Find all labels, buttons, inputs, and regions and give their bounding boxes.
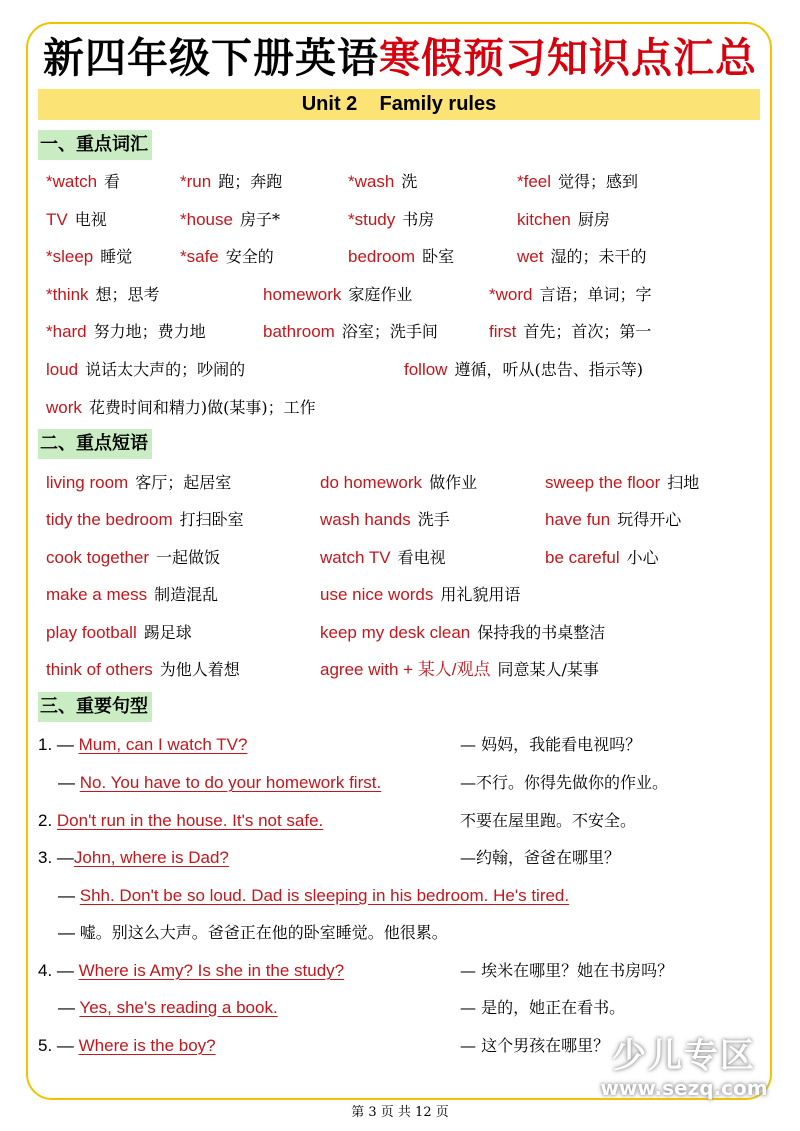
watermark bbox=[574, 1036, 794, 1100]
vocab-item: homework 家庭作业 bbox=[263, 285, 413, 304]
vocab-item: wet 湿的；未干的 bbox=[517, 247, 647, 266]
unit-title: Unit 2 Family rules bbox=[301, 93, 497, 115]
phrase-item: play football 踢足球 bbox=[46, 623, 192, 642]
phrase-item: keep my desk clean 保持我的书桌整洁 bbox=[320, 623, 606, 642]
vocab-item: *feel 觉得；感到 bbox=[517, 172, 639, 191]
phrase-item: make a mess 制造混乱 bbox=[46, 585, 219, 604]
phrase-item: tidy the bedroom 打扫卧室 bbox=[46, 510, 244, 529]
vocab-item: *study 书房 bbox=[348, 210, 435, 229]
phrase-item: use nice words 用礼貌用语 bbox=[320, 585, 521, 604]
sentence-line: 1. — Mum, can I watch TV? bbox=[38, 735, 248, 754]
vocab-item: work 花费时间和精力)做(某事)；工作 bbox=[46, 398, 316, 417]
phrase-item: living room 客厅；起居室 bbox=[46, 473, 232, 492]
title-part-2: 寒假预习知识点汇总 bbox=[379, 34, 757, 82]
vocab-item: *watch 看 bbox=[46, 172, 121, 191]
vocab-item: bedroom 卧室 bbox=[348, 247, 455, 266]
phrase-item: think of others 为他人着想 bbox=[46, 660, 240, 679]
sentence-translation: —不行。你得先做你的作业。 bbox=[460, 773, 669, 792]
section-heading-sentences: 三、重要句型 bbox=[38, 692, 152, 722]
sentence-line: — Shh. Don't be so loud. Dad is sleeping in his bedroom. He's tired. bbox=[58, 886, 570, 905]
unit-title-bar bbox=[38, 89, 760, 120]
vocab-item: follow 遵循，听从(忠告、指示等) bbox=[404, 360, 643, 379]
sentence-line: 4. — Where is Amy? Is she in the study? bbox=[38, 961, 345, 980]
title-part-1: 新四年级下册英语 bbox=[43, 34, 379, 82]
phrase-item: do homework 做作业 bbox=[320, 473, 478, 492]
sentence-translation: —约翰，爸爸在哪里？ bbox=[460, 848, 621, 867]
page-title bbox=[0, 30, 800, 86]
section-heading-phrases: 二、重点短语 bbox=[38, 429, 152, 459]
vocab-item: *think 想；思考 bbox=[46, 285, 160, 304]
vocab-item: TV 电视 bbox=[46, 210, 107, 229]
sentence-line: — No. You have to do your homework first. bbox=[58, 773, 382, 792]
phrase-item: wash hands 洗手 bbox=[320, 510, 450, 529]
section-heading-vocab: 一、重点词汇 bbox=[38, 130, 152, 160]
sentence-translation: — 这个男孩在哪里？ bbox=[460, 1036, 610, 1055]
sentence-translation: — 埃米在哪里？她在书房吗？ bbox=[460, 961, 674, 980]
vocab-item: *hard 努力地；费力地 bbox=[46, 322, 206, 341]
sentence-translation: 不要在屋里跑。不安全。 bbox=[460, 811, 637, 830]
page-number: 第 3 页 共 12 页 bbox=[351, 1105, 449, 1120]
vocab-item: kitchen 厨房 bbox=[517, 210, 610, 229]
vocab-item: *word 言语；单词；字 bbox=[489, 285, 652, 304]
phrase-item: watch TV 看电视 bbox=[320, 548, 446, 567]
vocab-item: loud 说话太大声的；吵闹的 bbox=[46, 360, 246, 379]
phrase-item: have fun 玩得开心 bbox=[545, 510, 682, 529]
phrase-item: be careful 小心 bbox=[545, 548, 659, 567]
vocab-item: *house 房子* bbox=[180, 210, 280, 229]
vocab-item: bathroom 浴室；洗手间 bbox=[263, 322, 438, 341]
vocab-item: first 首先；首次；第一 bbox=[489, 322, 652, 341]
phrase-item: sweep the floor 扫地 bbox=[545, 473, 700, 492]
vocab-item: *run 跑；奔跑 bbox=[180, 172, 283, 191]
watermark-url: www.sezq.com bbox=[600, 1076, 768, 1100]
watermark-logo: 少儿专区 bbox=[612, 1036, 756, 1076]
phrase-item: agree with + 某人/观点 同意某人/某事 bbox=[320, 660, 599, 679]
sentence-translation: — 妈妈，我能看电视吗？ bbox=[460, 735, 642, 754]
sentence-line: 2. Don't run in the house. It's not safe. bbox=[38, 811, 324, 830]
sentence-line: 5. — Where is the boy? bbox=[38, 1036, 216, 1055]
vocab-item: *sleep 睡觉 bbox=[46, 247, 133, 266]
sentence-line: — Yes, she's reading a book. bbox=[58, 998, 278, 1017]
sentence-line: 3. —John, where is Dad? bbox=[38, 848, 229, 867]
vocab-item: *safe 安全的 bbox=[180, 247, 274, 266]
sentence-translation: — 嘘。别这么大声。爸爸正在他的卧室睡觉。他很累。 bbox=[58, 923, 448, 942]
sentence-translation: — 是的，她正在看书。 bbox=[460, 998, 626, 1017]
phrase-item: cook together 一起做饭 bbox=[46, 548, 221, 567]
vocab-item: *wash 洗 bbox=[348, 172, 418, 191]
